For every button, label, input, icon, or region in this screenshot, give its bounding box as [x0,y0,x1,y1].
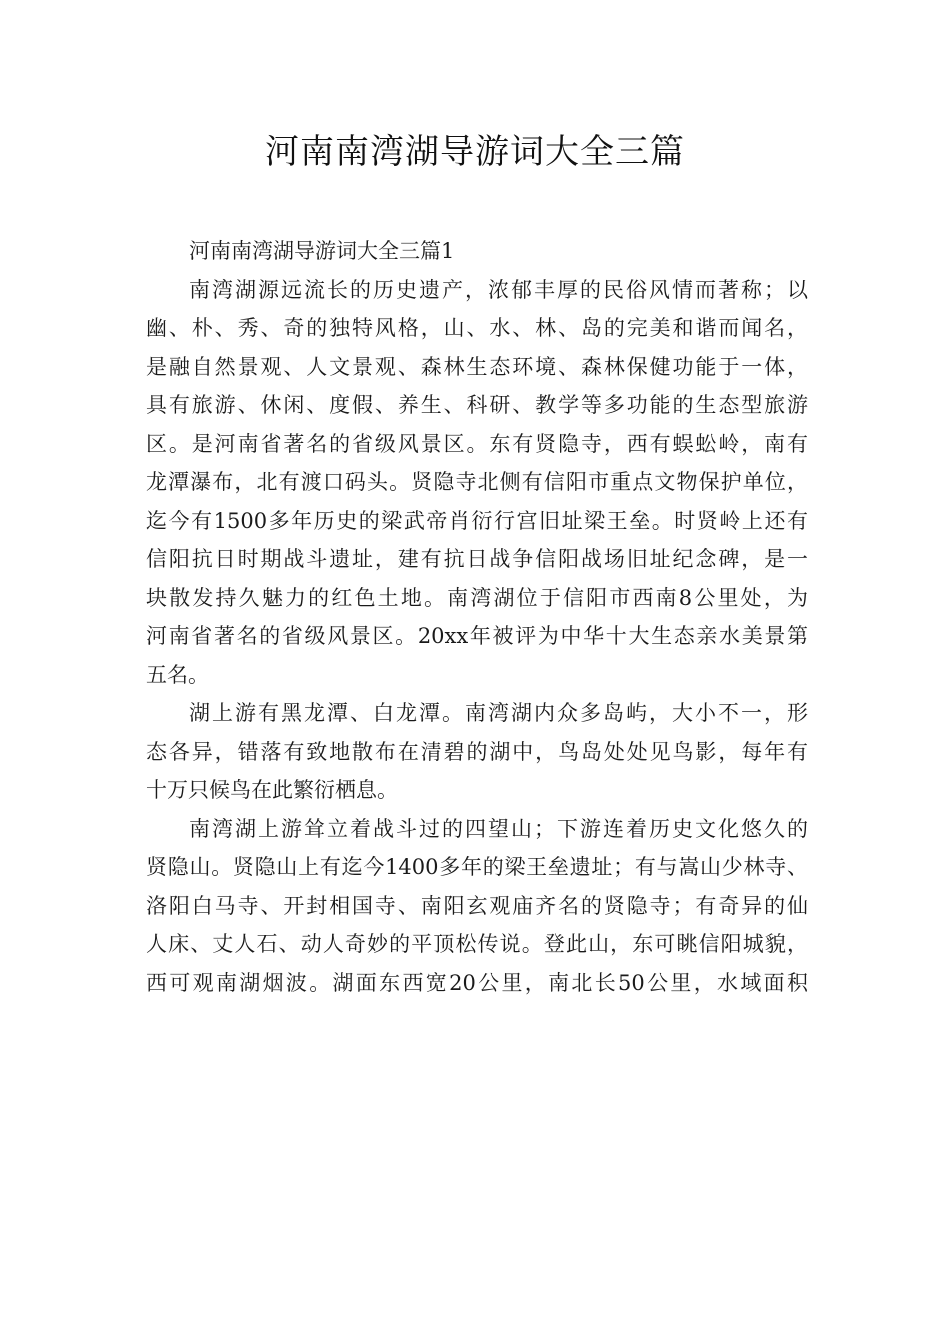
paragraph-2 [146,694,808,810]
paragraph-line: 西可观南湖烟波。湖面东西宽20公里，南北长50公里，水域面积 [146,970,808,995]
paragraph-line: 块散发持久魅力的红色土地。南湾湖位于信阳市西南8公里处，为 [146,585,808,610]
paragraph-line: 幽、朴、秀、奇的独特风格，山、水、林、岛的完美和谐而闻名， [146,316,808,340]
paragraph-line: 人床、丈人石、动人奇妙的平顶松传说。登此山，东可眺信阳城貌， [146,932,808,956]
paragraph-line: 态各异，错落有致地散布在清碧的湖中，鸟岛处处见鸟影，每年有 [146,739,808,764]
paragraph-line: 河南省著名的省级风景区。20xx年被评为中华十大生态亲水美景第 [146,624,808,648]
section-heading: 河南南湾湖导游词大全三篇1 [189,239,455,263]
paragraph-line: 龙潭瀑布，北有渡口码头。贤隐寺北侧有信阳市重点文物保护单位， [146,470,808,494]
paragraph-line: 十万只候鸟在此繁衍栖息。 [146,778,398,802]
paragraph-line: 具有旅游、休闲、度假、养生、科研、教学等多功能的生态型旅游 [146,393,808,417]
paragraph-line: 是融自然景观、人文景观、森林生态环境、森林保健功能于一体， [146,354,808,379]
paragraph-line: 区。是河南省著名的省级风景区。东有贤隐寺，西有蜈蚣岭，南有 [146,431,808,456]
document-body [146,232,808,1002]
paragraph-line: 南湾湖源远流长的历史遗产，浓郁丰厚的民俗风情而著称；以 [189,277,808,302]
paragraph-3 [146,810,808,1003]
paragraph-1 [146,271,808,695]
paragraph-line: 信阳抗日时期战斗遗址，建有抗日战争信阳战场旧址纪念碑，是一 [146,547,808,571]
paragraph-line: 洛阳白马寺、开封相国寺、南阳玄观庙齐名的贤隐寺；有奇异的仙 [146,893,808,918]
paragraph-line: 南湾湖上游耸立着战斗过的四望山；下游连着历史文化悠久的 [189,816,808,841]
document-title: 河南南湾湖导游词大全三篇 [265,132,685,172]
paragraph-line: 迄今有1500多年历史的梁武帝肖衍行宫旧址梁王垒。时贤岭上还有 [146,508,808,533]
paragraph-line: 五名。 [146,662,209,687]
paragraph-line: 湖上游有黑龙潭、白龙潭。南湾湖内众多岛屿，大小不一，形 [189,701,808,725]
paragraph-line: 贤隐山。贤隐山上有迄今1400多年的梁王垒遗址；有与嵩山少林寺、 [146,855,808,879]
